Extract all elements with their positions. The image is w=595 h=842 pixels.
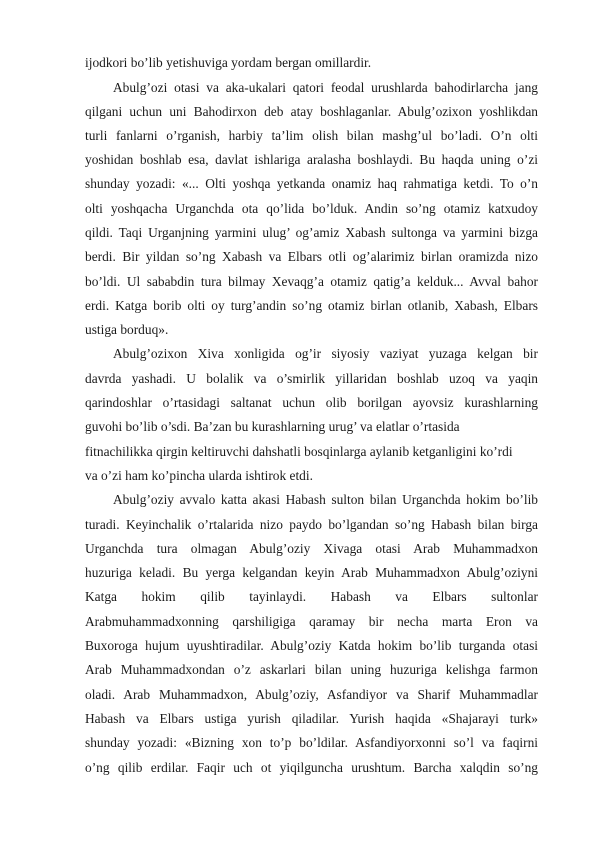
text-line-29: shunday yozadi: «Bizning xon to’p bo’ldilar. Asfandiyorxonni so’l va faqirni xyxy=(85,735,538,750)
text-line-16: guvohi bo’lib o’sdi. Ba’zan bu kurashlarning urug’ va elatlar o’rtasida xyxy=(85,419,460,434)
text-line-20: turadi. Keyinchalik o’rtalarida nizo paydo bo’lgandan so’ng Habash bilan birga xyxy=(85,517,538,532)
text-line-21: Urganchda tura olmagan Abulg’oziy Xivaga otasi Arab Muhammadxon xyxy=(85,541,538,556)
text-line-23: Katga hokim qilib tayinlaydi. Habash va Elbars sultonlar xyxy=(85,589,538,604)
text-line-2: Abulg’ozi otasi va aka-ukalari qatori feodal urushlarda bahodirlarcha jang xyxy=(113,80,538,95)
text-line-26: Arab Muhammadxondan o’z askarlari bilan uning huzuriga kelishga farmon xyxy=(85,662,538,677)
text-line-22: huzuriga keladi. Bu yerga kelgandan keyin Arab Muhammadxon Abulg’oziyni xyxy=(85,565,538,580)
text-line-27: oladi. Arab Muhammadxon, Abulg’oziy, Asfandiyor va Sharif Muhammadlar xyxy=(85,687,538,702)
text-line-9: berdi. Bir yildan so’ng Xabash va Elbars otli og’alarimiz birlan oramizda nizo xyxy=(85,249,538,264)
text-line-8: qildi. Taqi Urganjning yarmini ulug’ og’amiz Xabash sultonga va yarmini bizga xyxy=(85,225,538,240)
text-line-18: va o’zi ham ko’pincha ularda ishtirok etdi. xyxy=(85,468,313,483)
text-line-28: Habash va Elbars ustiga yurish qiladilar. Yurish haqida «Shajarayi turk» xyxy=(85,711,538,726)
text-line-13: Abulg’ozixon Xiva xonligida og’ir siyosiy vaziyat yuzaga kelgan bir xyxy=(113,346,538,361)
text-line-19: Abulg’oziy avvalo katta akasi Habash sulton bilan Urganchda hokim bo’lib xyxy=(113,492,538,507)
text-line-4: turli fanlarni o’rganish, harbiy ta’lim olish bilan mashg’ul bo’ladi. O’n olti xyxy=(85,128,538,143)
text-line-1: ijodkori bo’lib yetishuviga yordam bergan omillardir. xyxy=(85,55,372,70)
text-line-10: bo’ldi. Ul sababdin tura bilmay Xevaqg’a otamiz qatig’a kelduk... Avval bahor xyxy=(85,274,538,289)
text-line-12: ustiga borduq». xyxy=(85,322,169,337)
text-line-15: qarindoshlar o’rtasidagi saltanat uchun olib borilgan ayovsiz kurashlarning xyxy=(85,395,538,410)
text-line-5: yoshidan boshlab esa, davlat ishlariga aralasha boshlaydi. Bu haqda uning o’zi xyxy=(85,152,538,167)
text-line-3: qilgani uchun uni Bahodirxon deb atay boshlaganlar. Abulg’ozixon yoshlikdan xyxy=(85,104,538,119)
text-line-14: davrda yashadi. U bolalik va o’smirlik yillaridan boshlab uzoq va yaqin xyxy=(85,371,538,386)
text-line-24: Arabmuhammadxonning qarshiligiga qaramay bir necha marta Eron va xyxy=(85,614,538,629)
text-line-25: Buxoroga hujum uyushtiradilar. Abulg’oziy Katda hokim bo’lib turganda otasi xyxy=(85,638,538,653)
text-line-11: erdi. Katga borib olti oy turg’andin so’ng otamiz birlan otlanib, Xabash, Elbars xyxy=(85,298,538,313)
text-line-17: fitnachilikka qirgin keltiruvchi dahshatli bosqinlarga aylanib ketganligini ko’rdi xyxy=(85,444,513,459)
text-line-30: o’ng qilib erdilar. Faqir uch ot yiqilguncha urushtum. Barcha xalqdin so’ng xyxy=(85,760,538,775)
text-line-7: olti yoshqacha Urganchda ota qo’lida bo’lduk. Andin so’ng otamiz katxudoy xyxy=(85,201,538,216)
text-line-6: shunday yozadi: «... Olti yoshqa yetkanda onamiz haq rahmatiga ketdi. To o’n xyxy=(85,176,538,191)
